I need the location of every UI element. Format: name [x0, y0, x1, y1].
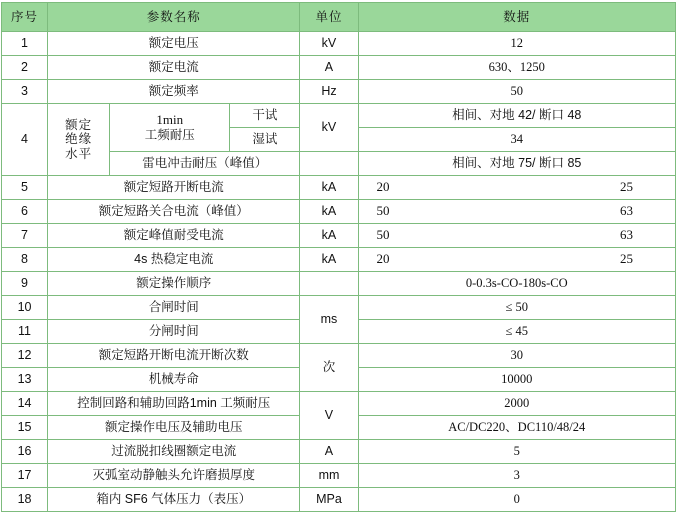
row-data-right: 63	[620, 203, 633, 219]
table-row	[2, 176, 676, 200]
row-no: 6	[2, 200, 48, 224]
row-no: 5	[2, 176, 48, 200]
row-data: 10000	[358, 368, 675, 392]
row-unit: ms	[300, 296, 358, 344]
row-no: 16	[2, 440, 48, 464]
row-name: 机械寿命	[48, 368, 300, 392]
insulation-group-label: 额定 绝缘 水平	[48, 104, 110, 176]
header-unit: 单位	[300, 3, 358, 32]
specification-table	[1, 2, 676, 512]
header-row	[2, 3, 676, 32]
row-no: 11	[2, 320, 48, 344]
row-name: 控制回路和辅助回路1min 工频耐压	[48, 392, 300, 416]
table-row	[2, 80, 676, 104]
row-data: 12	[358, 32, 675, 56]
row-no: 4	[2, 104, 48, 176]
row-data: 0-0.3s-CO-180s-CO	[358, 272, 675, 296]
row-unit: A	[300, 56, 358, 80]
wet-test-label: 湿试	[230, 128, 300, 152]
row-unit: kV	[300, 32, 358, 56]
row-data: 5	[358, 440, 675, 464]
row-unit: A	[300, 440, 358, 464]
table-row	[2, 248, 676, 272]
table-row	[2, 32, 676, 56]
table-row	[2, 440, 676, 464]
row-data: 0	[358, 488, 675, 512]
row-no: 3	[2, 80, 48, 104]
row-no: 15	[2, 416, 48, 440]
row-unit: mm	[300, 464, 358, 488]
table-row	[2, 392, 676, 416]
row-data	[358, 224, 675, 248]
row-data	[358, 176, 675, 200]
row-unit	[300, 272, 358, 296]
row-data: ≤ 45	[358, 320, 675, 344]
row-name: 灭弧室动静触头允许磨损厚度	[48, 464, 300, 488]
row-no: 12	[2, 344, 48, 368]
table-header	[2, 3, 676, 32]
row-name: 分闸时间	[48, 320, 300, 344]
row-name: 过流脱扣线圈额定电流	[48, 440, 300, 464]
row-unit: kV	[300, 104, 358, 152]
dry-test-label: 干试	[230, 104, 300, 128]
row-no: 9	[2, 272, 48, 296]
table-row-insulation-1	[2, 104, 676, 128]
row-data: ≤ 50	[358, 296, 675, 320]
row-no: 7	[2, 224, 48, 248]
row-unit: kA	[300, 248, 358, 272]
table-row	[2, 272, 676, 296]
row-data-left: 50	[376, 227, 390, 243]
row-no: 17	[2, 464, 48, 488]
row-no: 18	[2, 488, 48, 512]
row-data: 30	[358, 344, 675, 368]
row-data: 50	[358, 80, 675, 104]
row-no: 10	[2, 296, 48, 320]
row-unit: kA	[300, 224, 358, 248]
row-data: 34	[358, 128, 675, 152]
row-no: 2	[2, 56, 48, 80]
row-data-left: 50	[376, 203, 390, 219]
row-data: AC/DC220、DC110/48/24	[358, 416, 675, 440]
row-unit: 次	[300, 344, 358, 392]
lightning-impulse-label: 雷电冲击耐压（峰值）	[110, 152, 300, 176]
row-data: 2000	[358, 392, 675, 416]
table-row	[2, 296, 676, 320]
row-name: 箱内 SF6 气体压力（表压）	[48, 488, 300, 512]
row-data-left: 20	[376, 179, 390, 195]
row-name: 额定频率	[48, 80, 300, 104]
row-name: 额定操作顺序	[48, 272, 300, 296]
row-data	[358, 200, 675, 224]
row-unit: V	[300, 392, 358, 440]
header-name: 参数名称	[48, 3, 300, 32]
table-body	[2, 32, 676, 512]
row-data: 相间、对地 75/ 断口 85	[358, 152, 675, 176]
table-row	[2, 344, 676, 368]
table-row	[2, 56, 676, 80]
row-unit: Hz	[300, 80, 358, 104]
header-no: 序号	[2, 3, 48, 32]
header-data: 数据	[358, 3, 675, 32]
row-data-left: 20	[376, 251, 390, 267]
row-unit: MPa	[300, 488, 358, 512]
row-data: 630、1250	[358, 56, 675, 80]
table-row	[2, 200, 676, 224]
table-row	[2, 488, 676, 512]
row-name: 额定短路开断电流	[48, 176, 300, 200]
row-data	[358, 248, 675, 272]
row-data-right: 63	[620, 227, 633, 243]
row-data-right: 25	[620, 251, 633, 267]
row-data: 3	[358, 464, 675, 488]
row-no: 8	[2, 248, 48, 272]
row-no: 13	[2, 368, 48, 392]
table-row	[2, 224, 676, 248]
row-unit: kA	[300, 200, 358, 224]
row-name: 额定短路关合电流（峰值）	[48, 200, 300, 224]
row-name: 4s 热稳定电流	[48, 248, 300, 272]
power-frequency-label: 1min 工频耐压	[110, 104, 230, 152]
row-name: 额定短路开断电流开断次数	[48, 344, 300, 368]
row-data-right: 25	[620, 179, 633, 195]
row-no: 1	[2, 32, 48, 56]
row-name: 额定电压	[48, 32, 300, 56]
row-unit	[300, 152, 358, 176]
row-name: 额定操作电压及辅助电压	[48, 416, 300, 440]
row-name: 额定电流	[48, 56, 300, 80]
row-data: 相间、对地 42/ 断口 48	[358, 104, 675, 128]
row-unit: kA	[300, 176, 358, 200]
row-no: 14	[2, 392, 48, 416]
row-name: 额定峰值耐受电流	[48, 224, 300, 248]
table-row	[2, 464, 676, 488]
row-name: 合闸时间	[48, 296, 300, 320]
